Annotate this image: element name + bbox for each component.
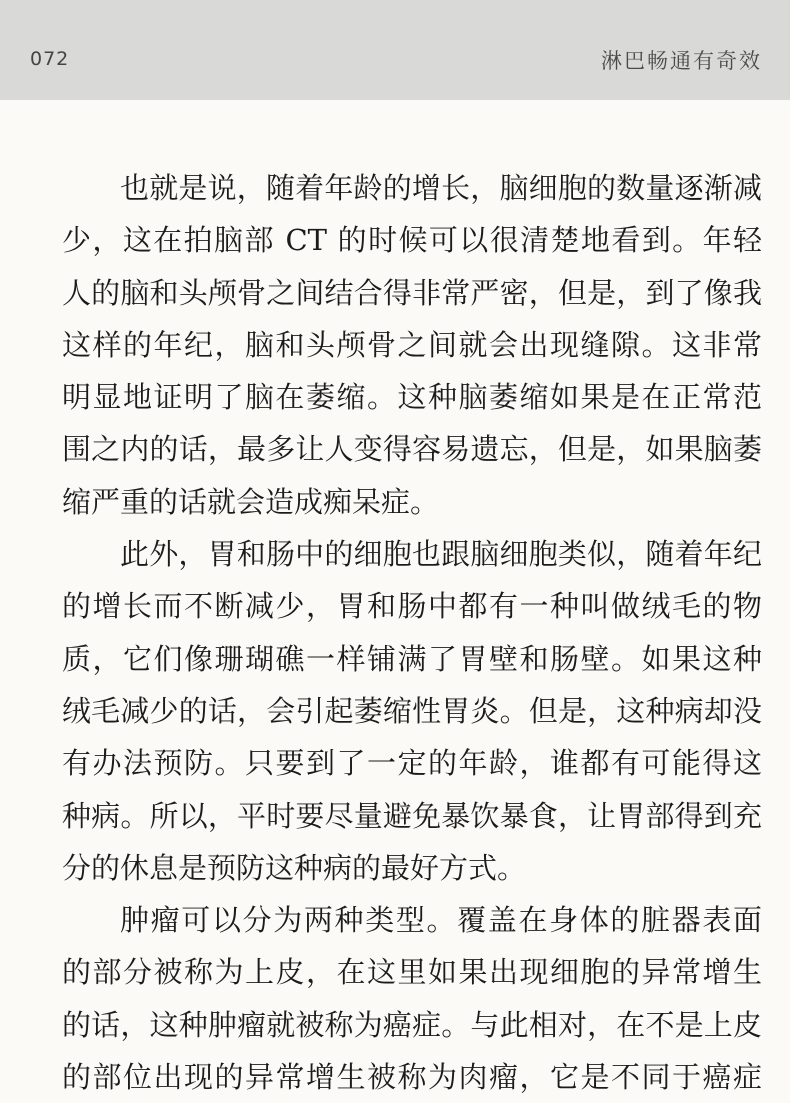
text-line: 种病。所以，平时要尽量避免暴饮暴食，让胃部得到充 [62,798,762,833]
text-line: 质，它们像珊瑚礁一样铺满了胃壁和肠壁。如果这种 [62,641,762,676]
text-line: 分的休息是预防这种病的最好方式。 [62,850,527,885]
text-line: 的部位出现的异常增生被称为肉瘤，它是不同于癌症 [62,1060,762,1095]
text-line: 此外，胃和肠中的细胞也跟脑细胞类似，随着年纪 [120,537,762,572]
text-line: 人的脑和头颅骨之间结合得非常严密，但是，到了像我 [62,275,762,310]
text-line: 这样的年纪，脑和头颅骨之间就会出现缝隙。这非常 [62,327,762,362]
running-title: 淋巴畅通有奇效 [601,49,762,73]
text-line: 明显地证明了脑在萎缩。这种脑萎缩如果是在正常范 [62,380,762,415]
text-line: 绒毛减少的话，会引起萎缩性胃炎。但是，这种病却没 [62,693,762,728]
text-line: 的部分被称为上皮，在这里如果出现细胞的异常增生 [62,955,762,990]
text-line: 有办法预防。只要到了一定的年龄，谁都有可能得这 [62,746,762,781]
text-line: 围之内的话，最多让人变得容易遗忘，但是，如果脑萎 [62,432,762,467]
running-header [0,0,790,100]
text-line: 的话，这种肿瘤就被称为癌症。与此相对，在不是上皮 [62,1007,762,1042]
body-text [62,162,762,1103]
text-line: 少，这在拍脑部 CT 的时候可以很清楚地看到。年轻 [62,223,762,258]
text-line: 肿瘤可以分为两种类型。覆盖在身体的脏器表面 [120,903,762,938]
page-number: 072 [30,48,70,70]
text-line: 缩严重的话就会造成痴呆症。 [62,484,440,519]
text-line: 也就是说，随着年龄的增长，脑细胞的数量逐渐减 [120,171,762,205]
text-line: 的增长而不断减少，胃和肠中都有一种叫做绒毛的物 [62,589,762,624]
